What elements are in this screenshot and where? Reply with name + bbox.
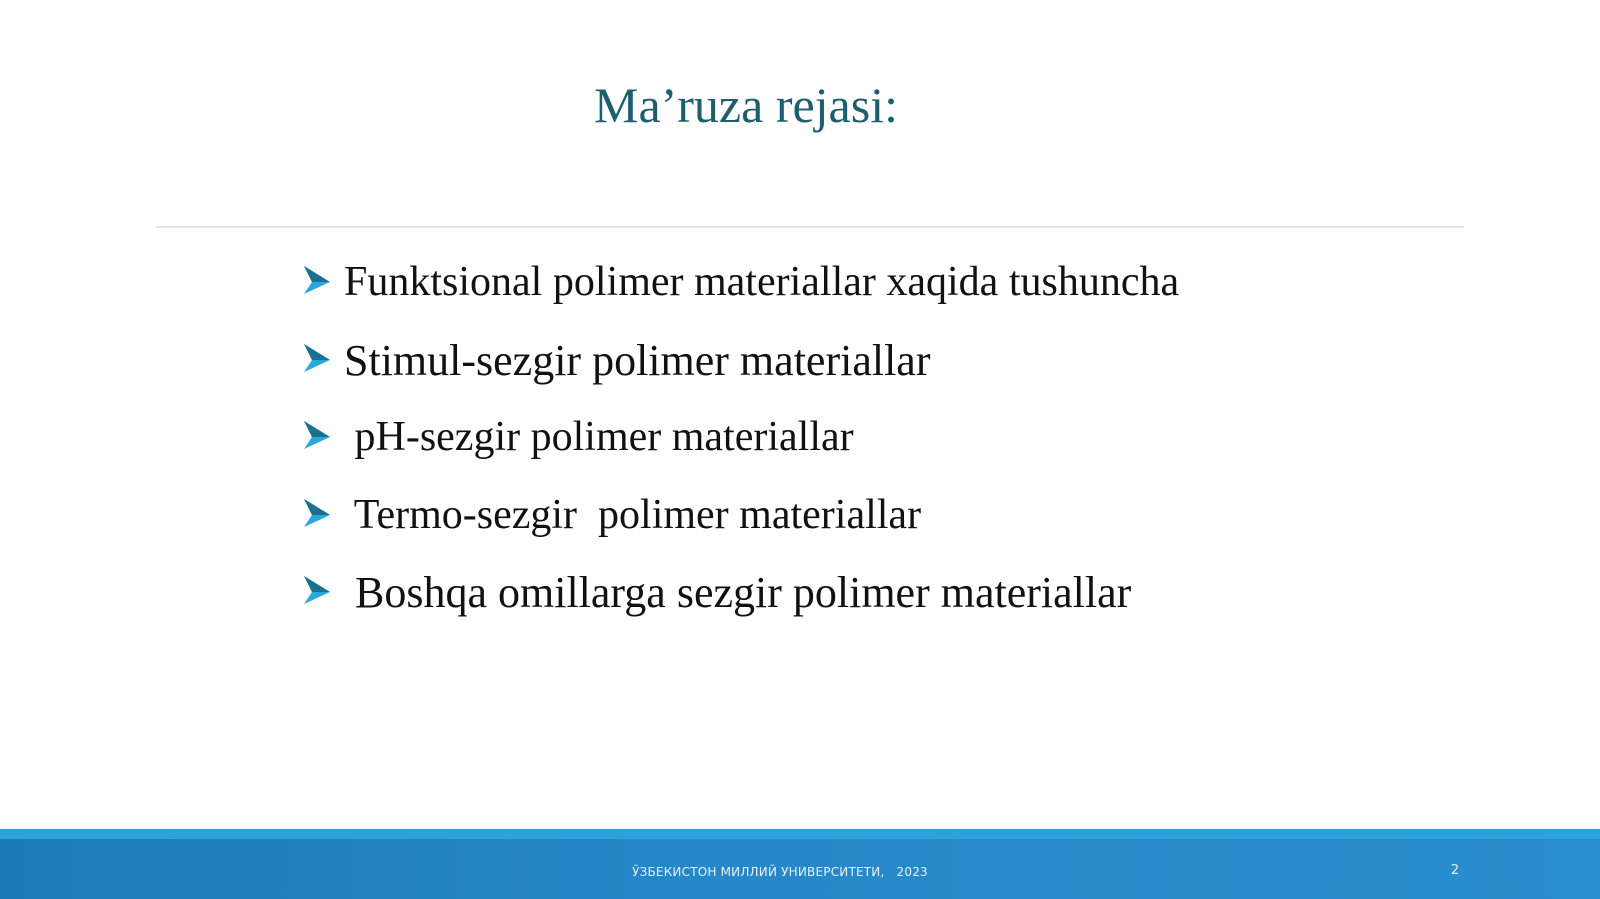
arrow-bullet-icon (302, 264, 332, 298)
bullet-item (302, 336, 1502, 414)
bullet-item (302, 258, 1502, 336)
arrow-bullet-icon (302, 497, 332, 531)
bullet-list (302, 258, 1502, 646)
title-divider (156, 226, 1464, 228)
footer-accent-bar (0, 829, 1600, 839)
page-number: 2 (1450, 863, 1460, 878)
bullet-item (302, 491, 1502, 569)
footer-text: ЎЗБЕКИСТОН МИЛЛИЙ УНИВЕРСИТЕТИ, 2023 (632, 865, 928, 879)
bullet-text: Termo-sezgir polimer materiallar (344, 491, 922, 538)
bullet-text: Stimul-sezgir polimer materiallar (344, 335, 931, 385)
arrow-bullet-icon (302, 342, 332, 376)
bullet-text: Funktsional polimer materiallar xaqida tushuncha (344, 259, 1180, 305)
bullet-item (302, 568, 1502, 646)
slide-title: Ma’ruza rejasi: (593, 77, 898, 133)
arrow-bullet-icon (302, 419, 332, 453)
bullet-text: pH-sezgir polimer materiallar (344, 414, 854, 460)
bullet-item (302, 413, 1502, 491)
arrow-bullet-icon (302, 574, 332, 608)
bullet-text: Boshqa omillarga sezgir polimer materiallar (344, 568, 1132, 617)
